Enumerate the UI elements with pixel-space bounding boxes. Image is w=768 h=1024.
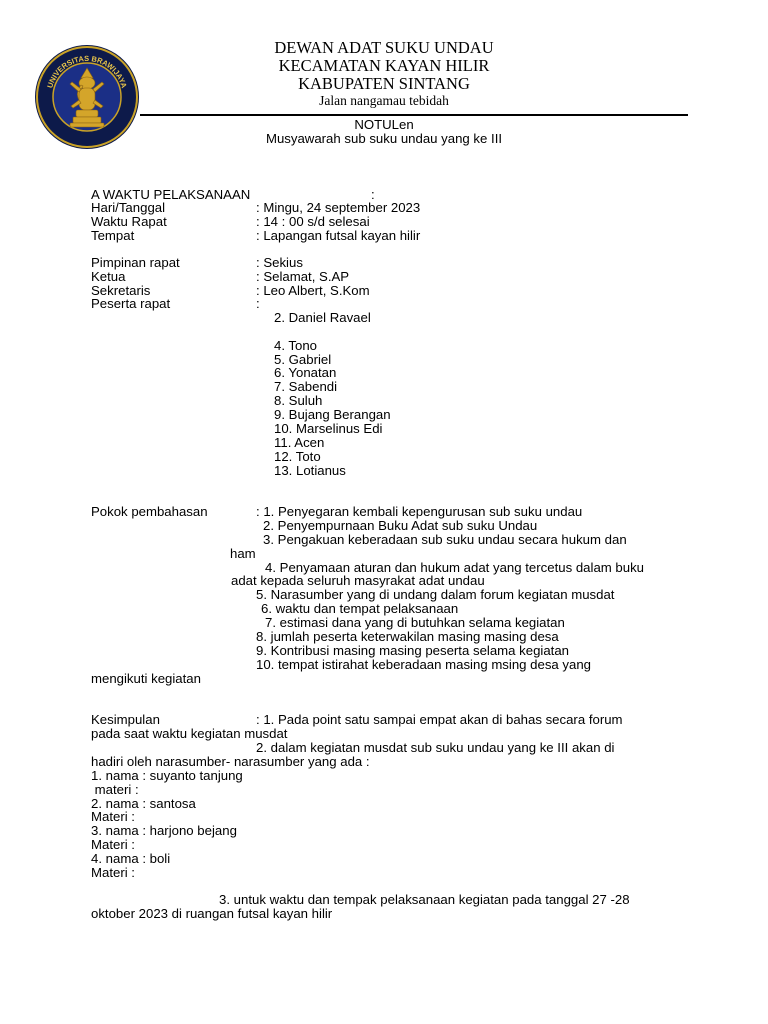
narasumber-materi: Materi : [91, 837, 135, 852]
tempat-value: : Lapangan futsal kayan hilir [256, 228, 421, 243]
pokok-item: 6. waktu dan tempat pelaksanaan [261, 601, 459, 616]
pokok-item: 5. Narasumber yang di undang dalam forum kegiatan musdat [256, 587, 615, 602]
peserta-item: 7. Sabendi [274, 379, 338, 394]
logo-text: UNIVERSITAS BRAWIJAYA [45, 53, 129, 90]
kesimpulan-label: Kesimpulan [91, 712, 160, 727]
peserta-item: 2. Daniel Ravael [274, 310, 371, 325]
narasumber-materi: materi : [91, 782, 139, 797]
document-subtitle: Musyawarah sub suku undau yang ke III [265, 131, 503, 146]
document-type: NOTULen [354, 117, 414, 132]
kesimpulan-item: 3. untuk waktu dan tempak pelaksanaan kegiatan pada tanggal 27 -28 [219, 892, 630, 907]
narasumber-nama: 3. nama : harjono bejang [91, 823, 237, 838]
peserta-item: 4. Tono [274, 338, 318, 353]
tempat-label: Tempat [91, 228, 135, 243]
peserta-item: 10. Marselinus Edi [274, 421, 383, 436]
hari-value: : Mingu, 24 september 2023 [256, 200, 421, 215]
header-divider [140, 114, 688, 116]
peserta-item: 6. Yonatan [274, 365, 337, 380]
pimpinan-value: : Sekius [256, 255, 303, 270]
narasumber-nama: 1. nama : suyanto tanjung [91, 768, 243, 783]
ketua-label: Ketua [91, 269, 126, 284]
pokok-item: 9. Kontribusi masing masing peserta selama kegiatan [256, 643, 570, 658]
waktu-value: : 14 : 00 s/d selesai [256, 214, 370, 229]
section-heading-colon: : [371, 187, 375, 202]
pokok-item: 4. Penyamaan aturan dan hukum adat yang tercetus dalam buku [265, 560, 645, 575]
peserta-item: 11. Acen [274, 435, 325, 450]
sekretaris-label: Sekretaris [91, 283, 151, 298]
narasumber-materi: Materi : [91, 865, 135, 880]
kesimpulan-item-continued: pada saat waktu kegiatan musdat [91, 726, 288, 741]
header-address: Jalan nangamau tebidah [319, 93, 449, 108]
pokok-item-continued: mengikuti kegiatan [91, 671, 201, 686]
peserta-item: 5. Gabriel [274, 352, 332, 367]
waktu-label: Waktu Rapat [91, 214, 167, 229]
header-line-2: KECAMATAN KAYAN HILIR [278, 56, 490, 75]
pokok-item: 8. jumlah peserta keterwakilan masing masing desa [256, 629, 559, 644]
narasumber-nama: 4. nama : boli [91, 851, 171, 866]
header-line-1: DEWAN ADAT SUKU UNDAU [274, 38, 494, 57]
pokok-label: Pokok pembahasan [91, 504, 208, 519]
pokok-item: 7. estimasi dana yang di butuhkan selama kegiatan [265, 615, 565, 630]
peserta-item: 12. Toto [274, 449, 321, 464]
peserta-item: 8. Suluh [274, 393, 323, 408]
pokok-item: 2. Penyempurnaan Buku Adat sub suku Undau [263, 518, 538, 533]
narasumber-materi: Materi : [91, 809, 135, 824]
header-line-3: KABUPATEN SINTANG [298, 74, 470, 93]
kesimpulan-item: 2. dalam kegiatan musdat sub suku undau yang ke III akan di [256, 740, 615, 755]
pokok-item: : 1. Penyegaran kembali kepengurusan sub suku undau [256, 504, 583, 519]
ketua-value: : Selamat, S.AP [256, 269, 350, 284]
kesimpulan-item-continued: hadiri oleh narasumber- narasumber yang ada : [91, 754, 370, 769]
peserta-colon: : [256, 296, 260, 311]
pokok-item-continued: adat kepada seluruh masyrakat adat undau [231, 573, 485, 588]
peserta-item: 9. Bujang Berangan [274, 407, 391, 422]
peserta-item: 13. Lotianus [274, 463, 346, 478]
kesimpulan-item-continued: oktober 2023 di ruangan futsal kayan hilir [91, 906, 333, 921]
peserta-label: Peserta rapat [91, 296, 171, 311]
pimpinan-label: Pimpinan rapat [91, 255, 180, 270]
section-heading-waktu: A WAKTU PELAKSANAAN [91, 187, 251, 202]
kesimpulan-item: : 1. Pada point satu sampai empat akan di bahas secara forum [256, 712, 623, 727]
pokok-item-continued: ham [230, 546, 256, 561]
pokok-item: 10. tempat istirahat keberadaan masing msing desa yang [256, 657, 592, 672]
pokok-item: 3. Pengakuan keberadaan sub suku undau secara hukum dan [263, 532, 627, 547]
sekretaris-value: : Leo Albert, S.Kom [256, 283, 370, 298]
narasumber-nama: 2. nama : santosa [91, 796, 196, 811]
hari-label: Hari/Tanggal [91, 200, 166, 215]
